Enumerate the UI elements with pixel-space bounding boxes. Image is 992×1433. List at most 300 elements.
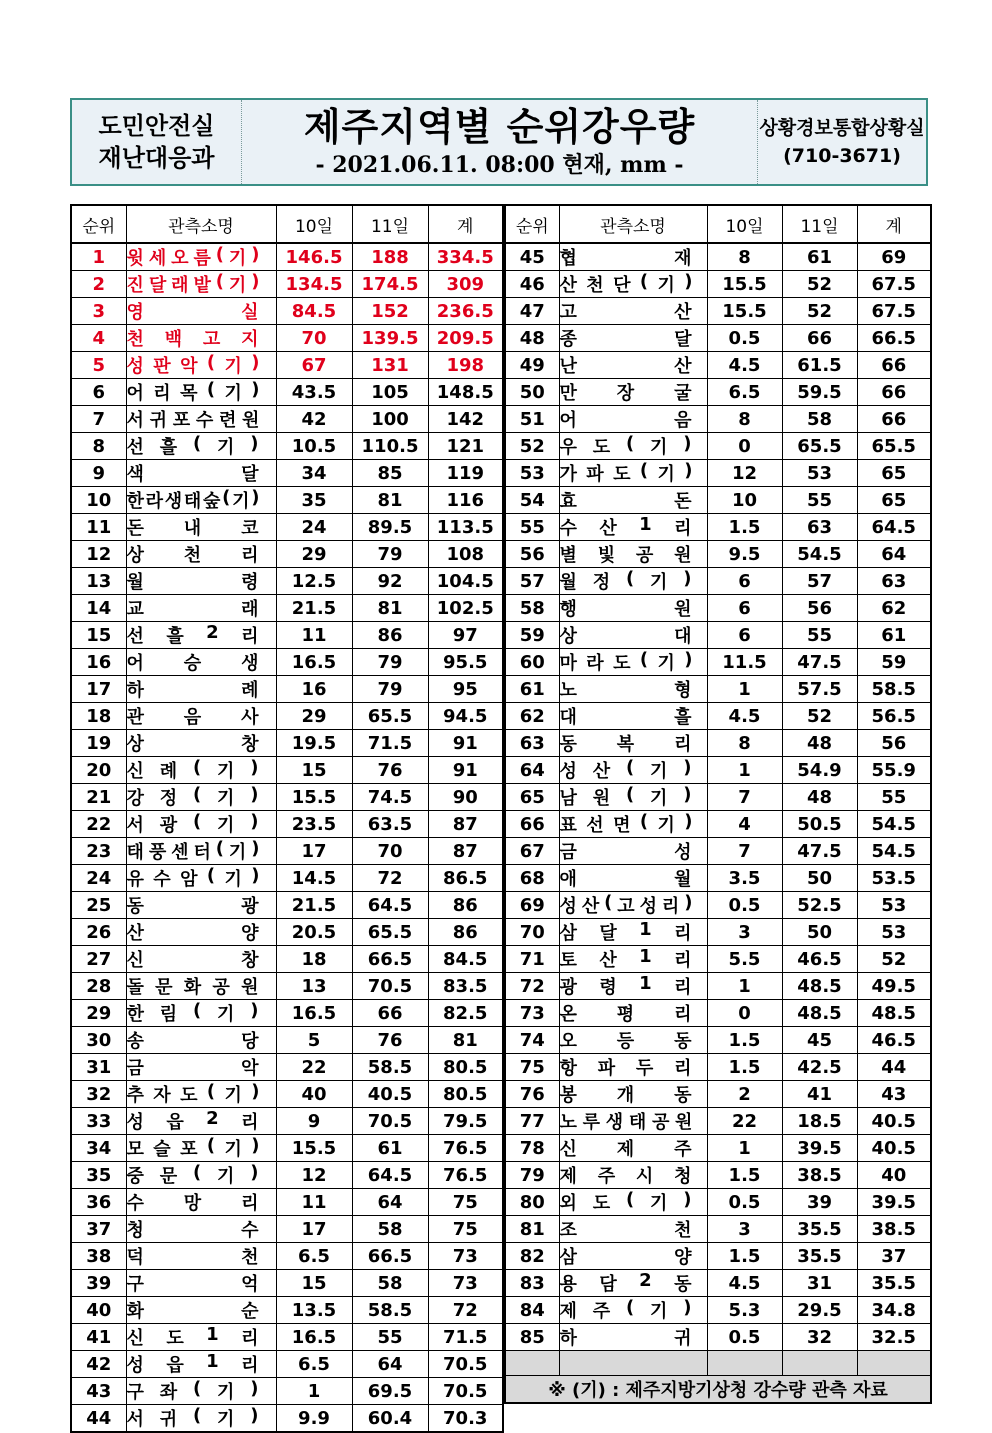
rainfall-table-right bbox=[504, 204, 932, 1404]
day11-cell: 70.5 bbox=[352, 973, 428, 1000]
table-row bbox=[71, 1270, 503, 1297]
table-row bbox=[71, 973, 503, 1000]
day10-cell: 0.5 bbox=[707, 325, 782, 352]
station-name: 상 천 리 bbox=[126, 545, 259, 566]
day10-cell: 15.5 bbox=[707, 271, 782, 298]
day10-cell: 9.5 bbox=[707, 541, 782, 568]
rank-cell: 79 bbox=[505, 1162, 559, 1189]
day11-cell: 55 bbox=[352, 1324, 428, 1351]
table-row bbox=[71, 271, 503, 298]
station-name-cell bbox=[559, 568, 707, 595]
day10-cell: 34 bbox=[276, 460, 352, 487]
station-name-cell bbox=[559, 541, 707, 568]
total-cell: 55 bbox=[857, 784, 931, 811]
day10-cell: 35 bbox=[276, 487, 352, 514]
rank-cell: 72 bbox=[505, 973, 559, 1000]
total-cell: 63 bbox=[857, 568, 931, 595]
day11-cell: 131 bbox=[352, 352, 428, 379]
rank-cell: 27 bbox=[71, 946, 126, 973]
station-name: 마 라 도 ( 기 ) bbox=[559, 649, 692, 674]
station-name-cell bbox=[559, 811, 707, 838]
rank-cell: 34 bbox=[71, 1135, 126, 1162]
blank-cell bbox=[782, 1351, 857, 1376]
rank-cell: 80 bbox=[505, 1189, 559, 1216]
office-name: 상황경보통합상황실 bbox=[759, 117, 925, 139]
station-name-cell bbox=[559, 1081, 707, 1108]
station-name: 동 복 리 bbox=[559, 734, 692, 755]
day11-cell: 39.5 bbox=[782, 1135, 857, 1162]
day10-cell: 1 bbox=[276, 1378, 352, 1405]
table-row bbox=[71, 730, 503, 757]
day11-cell: 79 bbox=[352, 541, 428, 568]
rank-cell: 78 bbox=[505, 1135, 559, 1162]
total-cell: 54.5 bbox=[857, 811, 931, 838]
station-name-cell bbox=[559, 892, 707, 919]
station-name-cell bbox=[126, 946, 276, 973]
day11-cell: 66.5 bbox=[352, 946, 428, 973]
station-name: 상 창 bbox=[126, 734, 259, 755]
station-name-cell bbox=[126, 568, 276, 595]
rank-cell: 54 bbox=[505, 487, 559, 514]
station-name-cell bbox=[126, 325, 276, 352]
station-name: 색 달 bbox=[126, 464, 259, 485]
total-cell: 52 bbox=[857, 946, 931, 973]
station-name: 성 산 ( 고 성 리 ) bbox=[559, 892, 692, 917]
total-cell: 236.5 bbox=[428, 298, 503, 325]
day11-cell: 35.5 bbox=[782, 1216, 857, 1243]
day10-cell: 17 bbox=[276, 838, 352, 865]
station-name-cell bbox=[126, 649, 276, 676]
total-cell: 84.5 bbox=[428, 946, 503, 973]
day10-cell: 84.5 bbox=[276, 298, 352, 325]
day10-cell: 11.5 bbox=[707, 649, 782, 676]
day10-cell: 0 bbox=[707, 433, 782, 460]
day10-cell: 67 bbox=[276, 352, 352, 379]
station-name: 화 순 bbox=[126, 1301, 259, 1322]
rank-cell: 46 bbox=[505, 271, 559, 298]
office-phone: (710-3671) bbox=[783, 145, 901, 167]
total-cell: 79.5 bbox=[428, 1108, 503, 1135]
title-block bbox=[242, 100, 758, 184]
station-name-cell bbox=[559, 1162, 707, 1189]
day11-cell: 72 bbox=[352, 865, 428, 892]
station-name-cell bbox=[559, 1054, 707, 1081]
station-name: 신 제 주 bbox=[559, 1139, 692, 1160]
day11-cell: 71.5 bbox=[352, 730, 428, 757]
station-name: 신 도 1 리 bbox=[126, 1324, 259, 1349]
blank-cell bbox=[857, 1351, 931, 1376]
table-row bbox=[71, 649, 503, 676]
day10-cell: 24 bbox=[276, 514, 352, 541]
day11-cell: 61 bbox=[352, 1135, 428, 1162]
station-name: 광 령 1 리 bbox=[559, 973, 692, 998]
rank-cell: 37 bbox=[71, 1216, 126, 1243]
rank-cell: 48 bbox=[505, 325, 559, 352]
day10-cell: 4.5 bbox=[707, 352, 782, 379]
col-station: 관측소명 bbox=[559, 205, 707, 243]
rank-cell: 56 bbox=[505, 541, 559, 568]
station-name-cell bbox=[126, 892, 276, 919]
table-row bbox=[505, 1243, 931, 1270]
station-name-cell bbox=[126, 838, 276, 865]
table-row bbox=[71, 838, 503, 865]
table-row bbox=[505, 595, 931, 622]
station-name: 난 산 bbox=[559, 356, 692, 377]
station-name-cell bbox=[126, 271, 276, 298]
day10-cell: 42 bbox=[276, 406, 352, 433]
day11-cell: 54.5 bbox=[782, 541, 857, 568]
total-cell: 148.5 bbox=[428, 379, 503, 406]
day10-cell: 10.5 bbox=[276, 433, 352, 460]
total-cell: 40 bbox=[857, 1162, 931, 1189]
table-row bbox=[71, 676, 503, 703]
table-row bbox=[505, 1324, 931, 1351]
station-name: 관 음 사 bbox=[126, 707, 259, 728]
station-name-cell bbox=[126, 460, 276, 487]
day11-cell: 58.5 bbox=[352, 1054, 428, 1081]
day11-cell: 52 bbox=[782, 298, 857, 325]
day11-cell: 188 bbox=[352, 243, 428, 271]
station-name: 신 창 bbox=[126, 950, 259, 971]
total-cell: 66 bbox=[857, 379, 931, 406]
day11-cell: 46.5 bbox=[782, 946, 857, 973]
station-name: 봉 개 동 bbox=[559, 1085, 692, 1106]
total-cell: 95 bbox=[428, 676, 503, 703]
day10-cell: 1 bbox=[707, 973, 782, 1000]
day10-cell: 9 bbox=[276, 1108, 352, 1135]
rank-cell: 30 bbox=[71, 1027, 126, 1054]
total-cell: 59 bbox=[857, 649, 931, 676]
rank-cell: 82 bbox=[505, 1243, 559, 1270]
day11-cell: 40.5 bbox=[352, 1081, 428, 1108]
day11-cell: 79 bbox=[352, 649, 428, 676]
table-row bbox=[71, 433, 503, 460]
rank-cell: 84 bbox=[505, 1297, 559, 1324]
total-cell: 83.5 bbox=[428, 973, 503, 1000]
day10-cell: 4 bbox=[707, 811, 782, 838]
day11-cell: 70.5 bbox=[352, 1108, 428, 1135]
station-name: 토 산 1 리 bbox=[559, 946, 692, 971]
station-name: 오 등 동 bbox=[559, 1031, 692, 1052]
table-row bbox=[505, 379, 931, 406]
station-name: 돈 내 코 bbox=[126, 518, 259, 539]
total-cell: 67.5 bbox=[857, 271, 931, 298]
table-row bbox=[505, 838, 931, 865]
station-name-cell bbox=[126, 487, 276, 514]
rank-cell: 1 bbox=[71, 243, 126, 271]
day11-cell: 65.5 bbox=[352, 703, 428, 730]
total-cell: 102.5 bbox=[428, 595, 503, 622]
station-name: 표 선 면 ( 기 ) bbox=[559, 811, 692, 836]
day11-cell: 57 bbox=[782, 568, 857, 595]
day11-cell: 64.5 bbox=[352, 892, 428, 919]
department-line-2: 재난대응과 bbox=[98, 144, 215, 172]
table-row bbox=[71, 379, 503, 406]
day11-cell: 55 bbox=[782, 487, 857, 514]
report-subtitle: - 2021.06.11. 08:00 현재, mm - bbox=[315, 152, 684, 178]
total-cell: 37 bbox=[857, 1243, 931, 1270]
station-name-cell bbox=[559, 1243, 707, 1270]
rank-cell: 29 bbox=[71, 1000, 126, 1027]
day11-cell: 81 bbox=[352, 487, 428, 514]
station-name: 상 대 bbox=[559, 626, 692, 647]
total-cell: 40.5 bbox=[857, 1108, 931, 1135]
total-cell: 309 bbox=[428, 271, 503, 298]
day10-cell: 11 bbox=[276, 1189, 352, 1216]
footnote-row bbox=[505, 1375, 931, 1403]
table-row bbox=[71, 865, 503, 892]
station-name-cell bbox=[559, 1027, 707, 1054]
col-total: 계 bbox=[428, 205, 503, 243]
station-name-cell bbox=[559, 784, 707, 811]
rank-cell: 70 bbox=[505, 919, 559, 946]
station-name: 구 억 bbox=[126, 1274, 259, 1295]
station-name: 강 정 ( 기 ) bbox=[126, 784, 259, 809]
rank-cell: 69 bbox=[505, 892, 559, 919]
day11-cell: 57.5 bbox=[782, 676, 857, 703]
rank-cell: 22 bbox=[71, 811, 126, 838]
total-cell: 66 bbox=[857, 406, 931, 433]
total-cell: 90 bbox=[428, 784, 503, 811]
day11-cell: 54.9 bbox=[782, 757, 857, 784]
rank-cell: 20 bbox=[71, 757, 126, 784]
day10-cell: 1 bbox=[707, 676, 782, 703]
station-name-cell bbox=[126, 1297, 276, 1324]
table-row bbox=[505, 703, 931, 730]
day10-cell: 40 bbox=[276, 1081, 352, 1108]
station-name: 금 악 bbox=[126, 1058, 259, 1079]
rank-cell: 62 bbox=[505, 703, 559, 730]
day11-cell: 70 bbox=[352, 838, 428, 865]
day11-cell: 48.5 bbox=[782, 1000, 857, 1027]
day10-cell: 17 bbox=[276, 1216, 352, 1243]
station-name: 금 성 bbox=[559, 842, 692, 863]
station-name: 제 주 시 청 bbox=[559, 1166, 692, 1187]
day11-cell: 139.5 bbox=[352, 325, 428, 352]
station-name-cell bbox=[126, 1135, 276, 1162]
table-row bbox=[505, 1081, 931, 1108]
total-cell: 121 bbox=[428, 433, 503, 460]
table-row bbox=[71, 1378, 503, 1405]
station-name-cell bbox=[559, 243, 707, 271]
total-cell: 70.3 bbox=[428, 1405, 503, 1433]
table-row bbox=[505, 514, 931, 541]
station-name: 중 문 ( 기 ) bbox=[126, 1162, 259, 1187]
day11-cell: 56 bbox=[782, 595, 857, 622]
rank-cell: 38 bbox=[71, 1243, 126, 1270]
day11-cell: 76 bbox=[352, 757, 428, 784]
day10-cell: 2 bbox=[707, 1081, 782, 1108]
station-name: 별 빛 공 원 bbox=[559, 545, 692, 566]
rank-cell: 51 bbox=[505, 406, 559, 433]
day10-cell: 16.5 bbox=[276, 649, 352, 676]
station-name-cell bbox=[126, 811, 276, 838]
total-cell: 86 bbox=[428, 919, 503, 946]
day10-cell: 4.5 bbox=[707, 1270, 782, 1297]
day10-cell: 20.5 bbox=[276, 919, 352, 946]
table-row bbox=[71, 1027, 503, 1054]
day10-cell: 6 bbox=[707, 568, 782, 595]
blank-cell bbox=[707, 1351, 782, 1376]
rank-cell: 71 bbox=[505, 946, 559, 973]
station-name: 월 령 bbox=[126, 572, 259, 593]
total-cell: 76.5 bbox=[428, 1162, 503, 1189]
col-day11: 11일 bbox=[352, 205, 428, 243]
station-name-cell bbox=[559, 1297, 707, 1324]
day10-cell: 8 bbox=[707, 243, 782, 271]
day10-cell: 15 bbox=[276, 1270, 352, 1297]
table-row bbox=[71, 1405, 503, 1433]
day10-cell: 21.5 bbox=[276, 595, 352, 622]
table-row bbox=[505, 1108, 931, 1135]
total-cell: 73 bbox=[428, 1243, 503, 1270]
table-row bbox=[71, 1135, 503, 1162]
col-day10: 10일 bbox=[276, 205, 352, 243]
day10-cell: 21.5 bbox=[276, 892, 352, 919]
table-row bbox=[505, 1027, 931, 1054]
station-name-cell bbox=[126, 1108, 276, 1135]
day10-cell: 0 bbox=[707, 1000, 782, 1027]
station-name: 유 수 암 ( 기 ) bbox=[126, 865, 259, 890]
total-cell: 43 bbox=[857, 1081, 931, 1108]
station-name-cell bbox=[559, 433, 707, 460]
rank-cell: 45 bbox=[505, 243, 559, 271]
table-row bbox=[505, 271, 931, 298]
total-cell: 69 bbox=[857, 243, 931, 271]
station-name: 돌 문 화 공 원 bbox=[126, 977, 259, 998]
station-name-cell bbox=[559, 379, 707, 406]
station-name: 삼 달 1 리 bbox=[559, 919, 692, 944]
station-name: 한 라 생 태 숲 ( 기 ) bbox=[126, 487, 259, 512]
total-cell: 53 bbox=[857, 892, 931, 919]
station-name-cell bbox=[559, 595, 707, 622]
total-cell: 55.9 bbox=[857, 757, 931, 784]
day10-cell: 3 bbox=[707, 1216, 782, 1243]
table-row bbox=[505, 892, 931, 919]
station-name-cell bbox=[559, 1270, 707, 1297]
day11-cell: 85 bbox=[352, 460, 428, 487]
station-name: 협 재 bbox=[559, 248, 692, 269]
total-cell: 64 bbox=[857, 541, 931, 568]
day11-cell: 58 bbox=[782, 406, 857, 433]
report-header bbox=[70, 98, 928, 186]
day10-cell: 1.5 bbox=[707, 1027, 782, 1054]
rank-cell: 7 bbox=[71, 406, 126, 433]
total-cell: 65.5 bbox=[857, 433, 931, 460]
day10-cell: 16.5 bbox=[276, 1324, 352, 1351]
day10-cell: 6.5 bbox=[707, 379, 782, 406]
day11-cell: 64.5 bbox=[352, 1162, 428, 1189]
day11-cell: 52 bbox=[782, 703, 857, 730]
day10-cell: 6 bbox=[707, 622, 782, 649]
day11-cell: 63 bbox=[782, 514, 857, 541]
day10-cell: 16 bbox=[276, 676, 352, 703]
total-cell: 86.5 bbox=[428, 865, 503, 892]
table-row bbox=[71, 1162, 503, 1189]
table-row bbox=[505, 1297, 931, 1324]
station-name-cell bbox=[126, 298, 276, 325]
total-cell: 54.5 bbox=[857, 838, 931, 865]
day11-cell: 53 bbox=[782, 460, 857, 487]
total-cell: 62 bbox=[857, 595, 931, 622]
table-row bbox=[71, 1297, 503, 1324]
station-name-cell bbox=[126, 514, 276, 541]
rank-cell: 53 bbox=[505, 460, 559, 487]
station-name-cell bbox=[559, 973, 707, 1000]
station-name: 삼 양 bbox=[559, 1247, 692, 1268]
table-row bbox=[71, 1351, 503, 1378]
station-name: 진 달 래 밭 ( 기 ) bbox=[126, 271, 259, 296]
rank-cell: 59 bbox=[505, 622, 559, 649]
rank-cell: 28 bbox=[71, 973, 126, 1000]
table-row bbox=[505, 919, 931, 946]
total-cell: 53 bbox=[857, 919, 931, 946]
rank-cell: 6 bbox=[71, 379, 126, 406]
rank-cell: 66 bbox=[505, 811, 559, 838]
station-name-cell bbox=[559, 757, 707, 784]
station-name: 남 원 ( 기 ) bbox=[559, 784, 692, 809]
day11-cell: 32 bbox=[782, 1324, 857, 1351]
rank-cell: 2 bbox=[71, 271, 126, 298]
station-name: 수 망 리 bbox=[126, 1193, 259, 1214]
total-cell: 72 bbox=[428, 1297, 503, 1324]
table-row bbox=[505, 784, 931, 811]
rank-cell: 83 bbox=[505, 1270, 559, 1297]
day10-cell: 13 bbox=[276, 973, 352, 1000]
rank-cell: 81 bbox=[505, 1216, 559, 1243]
day10-cell: 8 bbox=[707, 730, 782, 757]
rank-cell: 50 bbox=[505, 379, 559, 406]
station-name-cell bbox=[559, 1135, 707, 1162]
total-cell: 65 bbox=[857, 487, 931, 514]
rank-cell: 43 bbox=[71, 1378, 126, 1405]
station-name: 송 당 bbox=[126, 1031, 259, 1052]
station-name: 성 산 ( 기 ) bbox=[559, 757, 692, 782]
day11-cell: 66 bbox=[782, 325, 857, 352]
total-cell: 104.5 bbox=[428, 568, 503, 595]
day11-cell: 86 bbox=[352, 622, 428, 649]
table-row bbox=[505, 676, 931, 703]
total-cell: 44 bbox=[857, 1054, 931, 1081]
department-block bbox=[72, 100, 242, 184]
station-name: 산 천 단 ( 기 ) bbox=[559, 271, 692, 296]
rank-cell: 23 bbox=[71, 838, 126, 865]
day11-cell: 58 bbox=[352, 1216, 428, 1243]
rank-cell: 52 bbox=[505, 433, 559, 460]
table-header-row bbox=[71, 205, 503, 243]
rank-cell: 42 bbox=[71, 1351, 126, 1378]
total-cell: 119 bbox=[428, 460, 503, 487]
table-row bbox=[505, 649, 931, 676]
day10-cell: 19.5 bbox=[276, 730, 352, 757]
station-name: 조 천 bbox=[559, 1220, 692, 1241]
total-cell: 91 bbox=[428, 757, 503, 784]
rank-cell: 11 bbox=[71, 514, 126, 541]
total-cell: 56.5 bbox=[857, 703, 931, 730]
office-block bbox=[758, 100, 926, 184]
table-row bbox=[71, 541, 503, 568]
table-row bbox=[71, 946, 503, 973]
day10-cell: 22 bbox=[707, 1108, 782, 1135]
rank-cell: 47 bbox=[505, 298, 559, 325]
rank-cell: 44 bbox=[71, 1405, 126, 1433]
station-name-cell bbox=[126, 919, 276, 946]
table-row bbox=[505, 325, 931, 352]
station-name-cell bbox=[126, 703, 276, 730]
day11-cell: 29.5 bbox=[782, 1297, 857, 1324]
day10-cell: 6 bbox=[707, 595, 782, 622]
rank-cell: 39 bbox=[71, 1270, 126, 1297]
